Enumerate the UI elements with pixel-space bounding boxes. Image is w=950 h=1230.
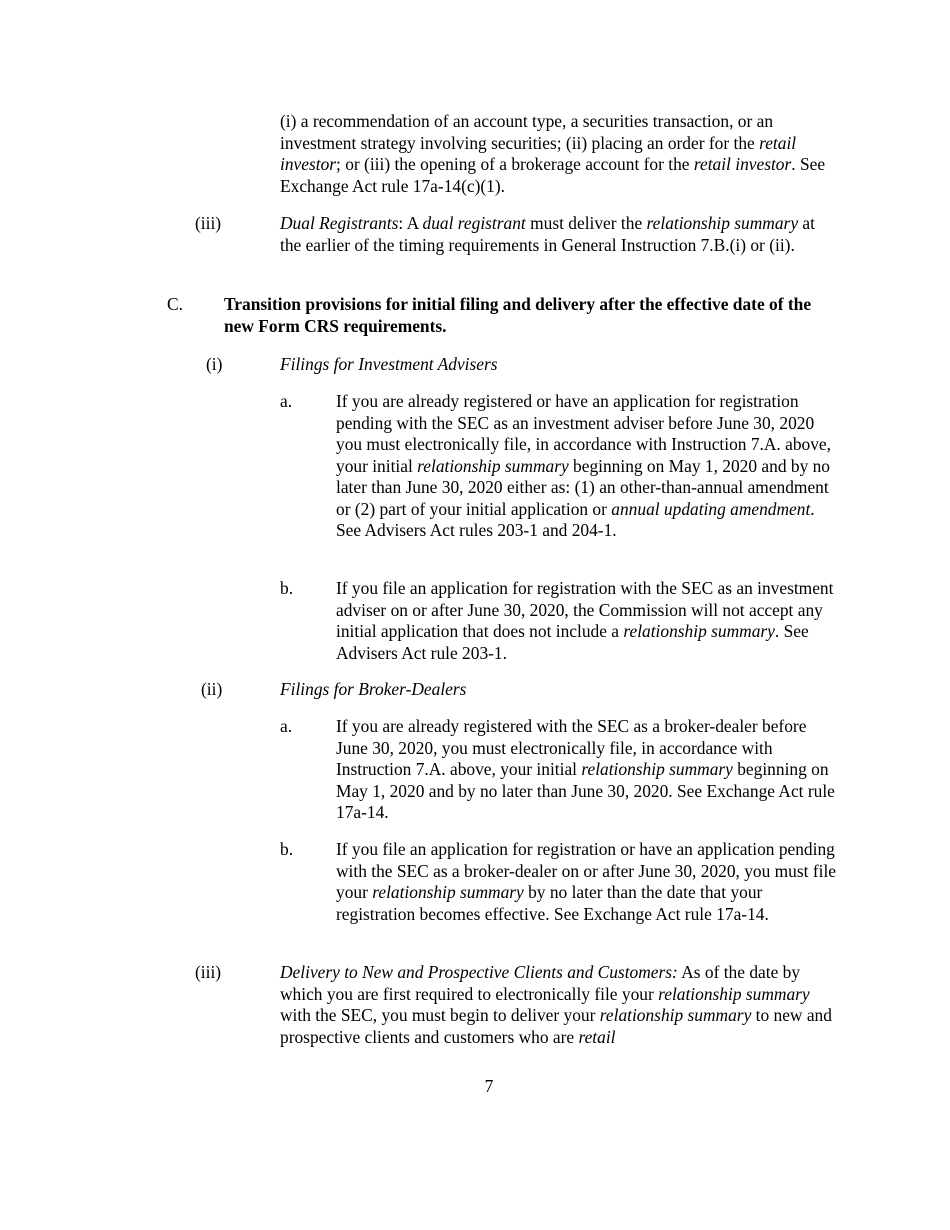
item-label-b: b. — [280, 578, 294, 598]
paragraph-advisers-a: If you are already registered or have an application for registration pending with the SEC as an investment adviser before June 30, 2020 you must electronically file, in accordance with Instruction 7.A. above, your initial relationship summary beginning on May 1, 2020 and by no later than June 30, 2020 either as: (1) an other-than-annual amendment or (2) part of your initial application or annual updating amendment. See Advisers Act rules 203-1 and 204-1. — [336, 391, 831, 540]
paragraph-dual-registrants: Dual Registrants: A dual registrant must deliver the relationship summary at the earlier of the timing requirements in General Instruction 7.B.(i) or (ii). — [280, 213, 815, 255]
paragraph-delivery: Delivery to New and Prospective Clients and Customers: As of the date by which you are first required to electronically file your relationship summary with the SEC, you must begin to deliver your relationship summary to new and prospective clients and customers who are retail — [280, 962, 832, 1047]
item-label-b: b. — [280, 839, 294, 859]
subheading-broker-dealers: Filings for Broker-Dealers — [280, 679, 467, 699]
item-label-ii: (ii) — [201, 679, 223, 699]
paragraph-broker-a: If you are already registered with the SEC as a broker-dealer before June 30, 2020, you must electronically file, in accordance with Instruction 7.A. above, your initial relationship summary beginning on May 1, 2020 and by no later than June 30, 2020. See Exchange Act rule 17a-14. — [336, 716, 835, 822]
item-label-a: a. — [280, 716, 293, 736]
item-label-iii: (iii) — [195, 213, 222, 233]
paragraph-broker-b: If you file an application for registration or have an application pending with the SEC as a broker-dealer on or after June 30, 2020, you must file your relationship summary by no later than the date that your registration becomes effective. See Exchange Act rule 17a-14. — [336, 839, 836, 924]
page-number: 7 — [484, 1076, 494, 1096]
subheading-investment-advisers: Filings for Investment Advisers — [280, 354, 498, 374]
section-label-c: C. — [167, 294, 183, 314]
section-heading: Transition provisions for initial filing and delivery after the effective date of the new Form CRS requirements. — [224, 294, 812, 336]
item-label-iii: (iii) — [195, 962, 222, 982]
item-label-a: a. — [280, 391, 293, 411]
paragraph-advisers-b: If you file an application for registration with the SEC as an investment adviser on or after June 30, 2020, the Commission will not accept any initial application that does not include a relationship summary. See Advisers Act rule 203-1. — [336, 578, 834, 663]
item-label-i: (i) — [206, 354, 223, 374]
paragraph-continuation: (i) a recommendation of an account type, a securities transaction, or an investment strategy involving securities; (ii) placing an order for the retail investor; or (iii) the opening of a brokerage account for the retail investor. See Exchange Act rule 17a-14(c)(1). — [280, 111, 826, 196]
